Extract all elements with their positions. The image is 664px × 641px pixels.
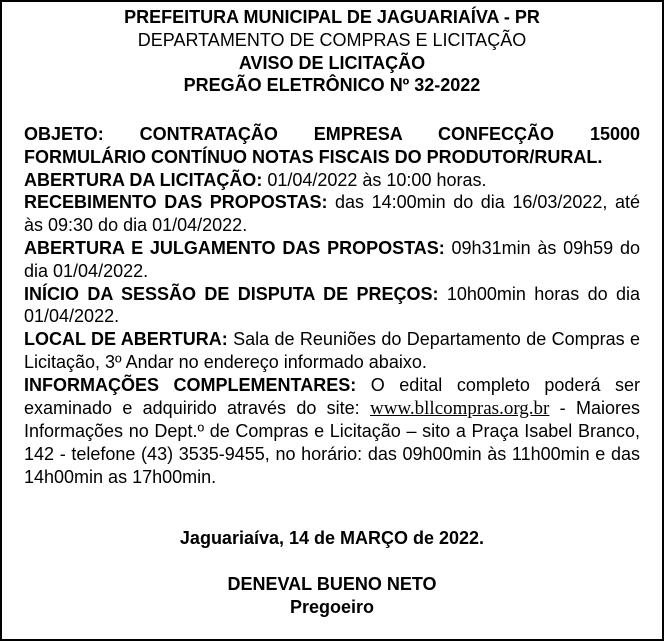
local-paragraph xyxy=(24,328,640,374)
signatory-role: Pregoeiro xyxy=(289,596,375,617)
sessao-label: INÍCIO DA SESSÃO DE DISPUTA DE PREÇOS: xyxy=(24,283,439,304)
sessao-paragraph xyxy=(24,283,640,329)
sessao-text: 10h00min horas do dia 01/04/2022. xyxy=(24,283,640,327)
website-link[interactable]: www.bllcompras.org.br xyxy=(369,397,550,419)
objeto-label: OBJETO: CONTRATAÇÃO EMPRESA CONFECÇÃO 15000 FORMULÁRIO CONTÍNUO NOTAS FISCAIS DO PRODUTOR/RURAL. xyxy=(24,124,640,167)
julgamento-text: 09h31min às 09h59 do dia 01/04/2022. xyxy=(24,237,640,281)
auction-number: PREGÃO ELETRÔNICO Nº 32-2022 xyxy=(183,75,481,96)
notice-body xyxy=(24,123,640,489)
recebimento-paragraph xyxy=(24,191,640,237)
abertura-label: ABERTURA DA LICITAÇÃO: xyxy=(24,169,263,190)
recebimento-text: das 14:00min do dia 16/03/2022, até às 09:30 do dia 01/04/2022. xyxy=(24,192,640,236)
informacoes-text-after: - Maiores Informações no Dept.º de Compras e Licitação – sito a Praça Isabel Branco, 142 - telefone (43) 3535-9455, no horário: das 09h00min às 11h00min e das 14h00min as 17h00min. xyxy=(24,397,640,487)
julgamento-paragraph xyxy=(24,237,640,283)
date-line: Jaguariaíva, 14 de MARÇO de 2022. xyxy=(179,528,485,548)
abertura-paragraph xyxy=(24,169,640,192)
objeto-paragraph xyxy=(24,123,640,169)
recebimento-label: RECEBIMENTO DAS PROPOSTAS: xyxy=(24,192,328,213)
local-text: Sala de Reuniões do Departamento de Compras e Licitação, 3º Andar no endereço informado abaixo. xyxy=(24,329,640,372)
abertura-text: 01/04/2022 às 10:00 horas. xyxy=(262,169,487,190)
municipality-title: PREFEITURA MUNICIPAL DE JAGUARIAÍVA - PR xyxy=(124,7,540,27)
informacoes-paragraph xyxy=(24,374,640,489)
julgamento-label: ABERTURA E JULGAMENTO DAS PROPOSTAS: xyxy=(24,237,445,258)
signatory-name: DENEVAL BUENO NETO xyxy=(227,574,437,594)
notice-header xyxy=(2,6,662,97)
informacoes-label: INFORMAÇÕES COMPLEMENTARES: xyxy=(24,374,357,395)
signature-block xyxy=(2,573,662,619)
notice-title: AVISO DE LICITAÇÃO xyxy=(238,52,426,73)
informacoes-text-before: O edital completo poderá ser examinado e adquirido através do site: xyxy=(24,374,640,418)
local-label: LOCAL DE ABERTURA: xyxy=(24,329,228,350)
department-title: DEPARTAMENTO DE COMPRAS E LICITAÇÃO xyxy=(137,29,527,50)
